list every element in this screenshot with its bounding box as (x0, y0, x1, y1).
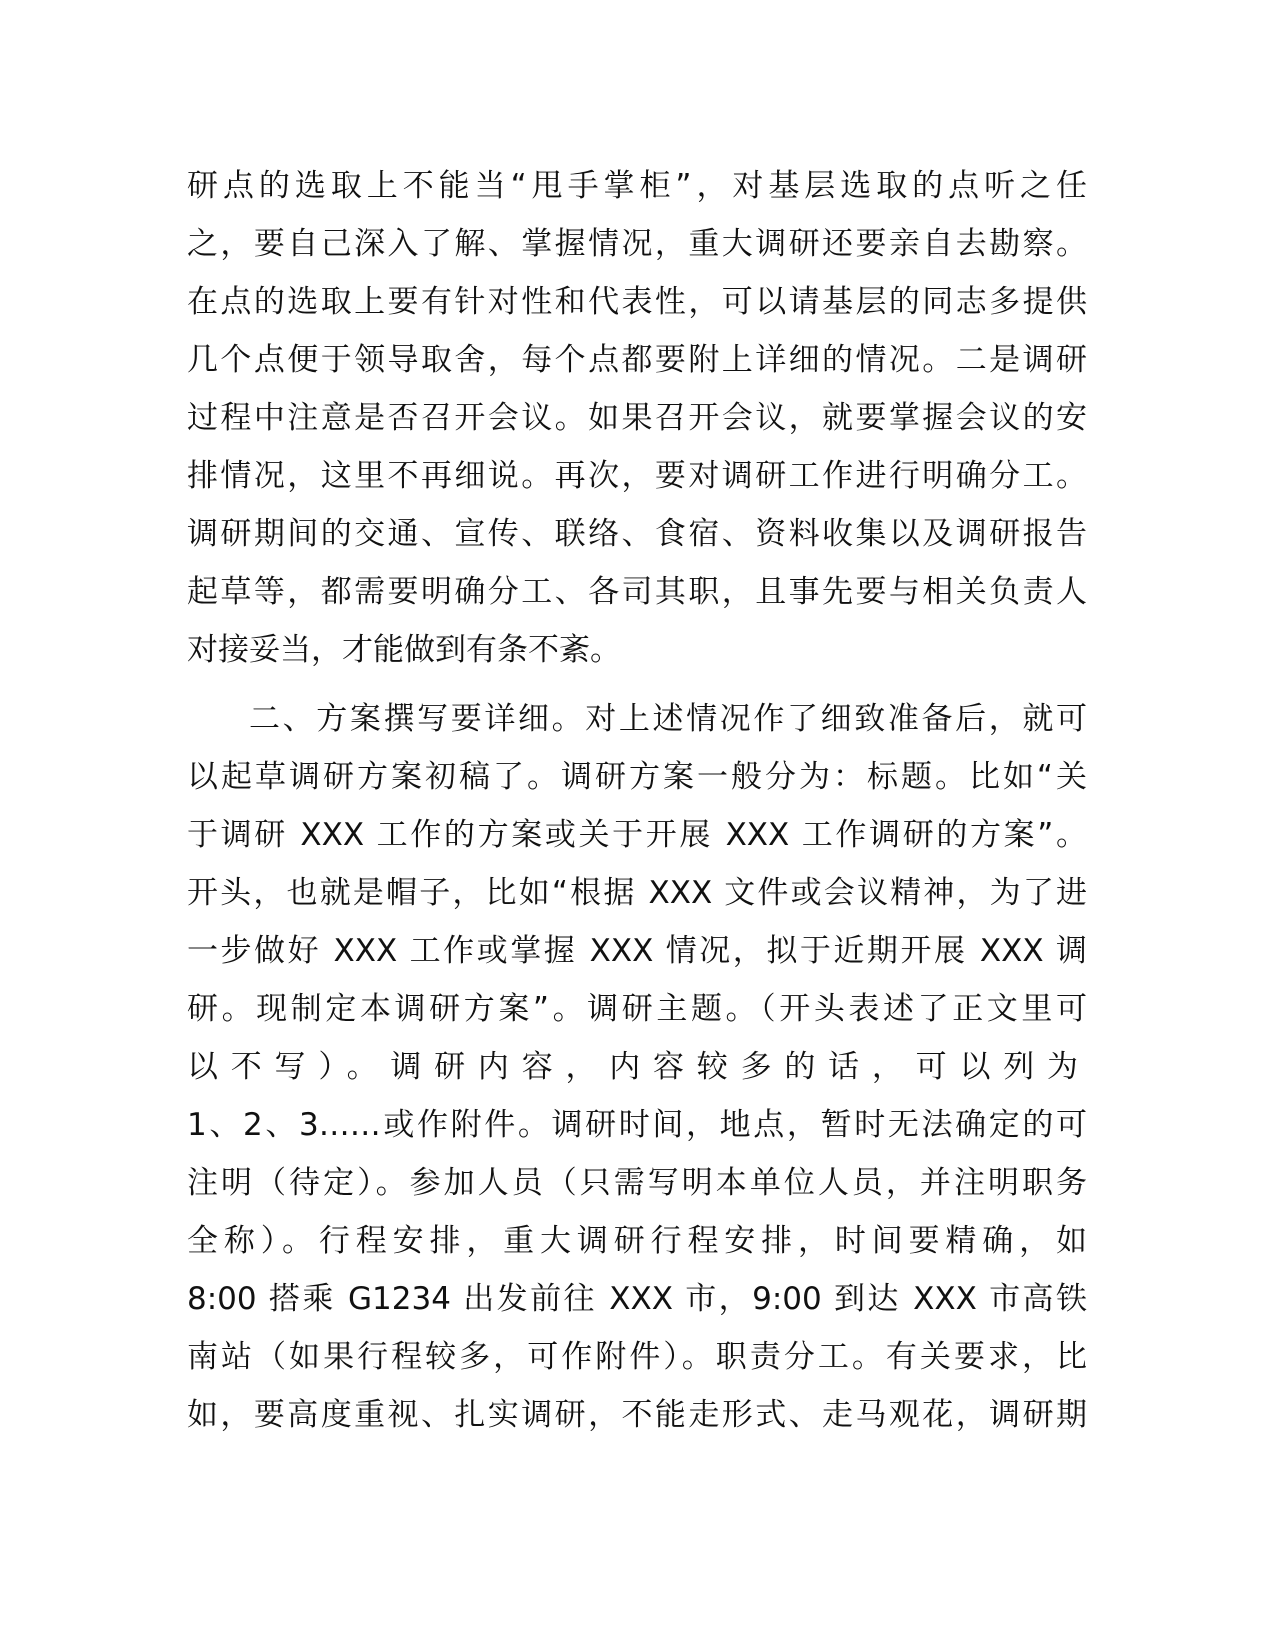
text-line: 研点的选取上不能当“甩手掌柜”，对基层选取的点听之任 (187, 168, 1087, 204)
text-line-indented: 二、方案撰写要详细。对上述情况作了细致准备后，就可 (249, 701, 1087, 737)
text-line: 过程中注意是否召开会议。如果召开会议，就要掌握会议的安 (187, 400, 1087, 436)
text-line: 以起草调研方案初稿了。调研方案一般分为：标题。比如“关 (187, 759, 1087, 795)
text-line: 起草等，都需要明确分工、各司其职，且事先要与相关负责人 (187, 574, 1087, 610)
text-line: 如，要高度重视、扎实调研，不能走形式、走马观花，调研期 (187, 1397, 1087, 1433)
text-line: 南站（如果行程较多，可作附件）。职责分工。有关要求，比 (187, 1339, 1087, 1375)
text-line: 开头，也就是帽子，比如“根据 XXX 文件或会议精神，为了进 (187, 875, 1087, 911)
text-line: 1、2、3……或作附件。调研时间，地点，暂时无法确定的可 (187, 1107, 1087, 1143)
body-paragraph-1 (187, 157, 1087, 679)
text-line: 于调研 XXX 工作的方案或关于开展 XXX 工作调研的方案”。 (187, 817, 1087, 853)
text-line: 调研期间的交通、宣传、联络、食宿、资料收集以及调研报告 (187, 516, 1087, 552)
text-line: 几个点便于领导取舍，每个点都要附上详细的情况。二是调研 (187, 342, 1087, 378)
text-line: 全称）。行程安排，重大调研行程安排，时间要精确，如 (187, 1223, 1087, 1259)
body-paragraph-2 (187, 690, 1087, 1444)
text-line: 以不写）。调研内容，内容较多的话，可以列为 (187, 1049, 1087, 1085)
text-line: 注明（待定）。参加人员（只需写明本单位人员，并注明职务 (187, 1165, 1087, 1201)
text-line: 一步做好 XXX 工作或掌握 XXX 情况，拟于近期开展 XXX 调 (187, 933, 1087, 969)
text-line: 8:00 搭乘 G1234 出发前往 XXX 市，9:00 到达 XXX 市高铁 (187, 1281, 1087, 1317)
text-line: 之，要自己深入了解、掌握情况，重大调研还要亲自去勘察。 (187, 226, 1087, 262)
text-line: 在点的选取上要有针对性和代表性，可以请基层的同志多提供 (187, 284, 1087, 320)
text-line: 对接妥当，才能做到有条不紊。 (187, 632, 621, 668)
text-line: 排情况，这里不再细说。再次，要对调研工作进行明确分工。 (187, 458, 1087, 494)
text-line: 研。现制定本调研方案”。调研主题。（开头表述了正文里可 (187, 991, 1087, 1027)
